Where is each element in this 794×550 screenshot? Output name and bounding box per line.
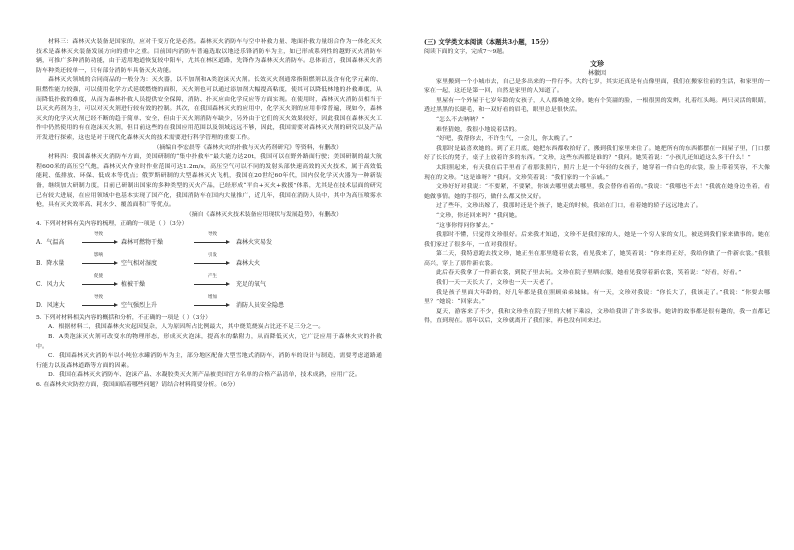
story-paragraph: 我是孩子里面大年龄的，好几年都是我在照顾弟弟妹妹。有一天，文珍对我说：“你长大了，我该走了。”我说：“你要去哪里？”她说：“回家去。” (424, 289, 770, 306)
flow-node: 空气强烈上升 (121, 301, 158, 309)
arrow (194, 263, 228, 264)
flow-option (36, 230, 382, 251)
arrow-label: 产生 (208, 273, 217, 279)
right-column (424, 38, 770, 327)
story-paragraph: 难怪猜她，我很小地说着话的。 (436, 126, 521, 133)
question-4: 4. 下列对材料有关内容的梳理，正确的一项是（ ）（3分） (36, 221, 188, 228)
source-2: （摘自《森林灭火技术装备应用现状与发展趋势》，有删改） (185, 211, 342, 218)
story-paragraph: 里屋有一个外屋于七岁年龄的女孩子，人人都唤她文珍。她有个笑靥的脸，一根很黑的发辫，扎着红头绳。两只灵活的眼睛，透过黑黑的长睫毛，和一双好看的眉毛，眼里总是很快活。 (424, 97, 770, 114)
arrow-label: 影响 (94, 252, 103, 258)
arrow-label: 促使 (94, 273, 103, 279)
question-5-d: D．我国在森林灭火消防车、泡沫产品、水凝胶类灭火剂产品被美国官方名单的合格产品清单，技术成熟，应用广泛。 (48, 372, 361, 379)
flow-node: 空气相对湿度 (121, 259, 158, 267)
story-paragraph: 此后春天我拿了一件新衣裳，到院子里去玩。文珍在院子里晒衣服，她看见我穿着新衣裳，笑着说：“好看，好看。” (436, 270, 742, 277)
flow-node: B．降水量 (36, 259, 65, 267)
source-1: （摘编自李宏晨等《森林火灾的扑救与灭火药剂研究》等资料，有删改） (153, 144, 342, 151)
material-3: 材料三：森林灭火装备是国家的，应对千变万化是必然。森林灭火消防车与空中补救力量、地面扑救力量组合作为一体化灭火技术是森林灭火装备发展方向的重中之重。目前国内消防车普遍选取以地迳乐锋消防车为主，如已形成系列性的越野灭火消防车辆，可推广多种消防功能，由于适用地道恢复较中阳车，尤其在林区道路，先锋作为森林灭火消防车。总体而言，我国森林灭火消防车种类还较单一，只有部分消防车具备灭火功能。 (36, 39, 382, 74)
instruction: 阅读下面的文字，完成7～9题。 (424, 49, 509, 55)
left-column (36, 38, 382, 391)
story-paragraph: 文珍好好对我说：“不要紧，不要紧，你该去哪里就去哪里，我会替你看着的。”我说：“我哪也不去！”我就在她身边坐着，看她做事情。她的手很巧，做什么都又快又好。 (424, 184, 770, 200)
arrow-label: 导致 (94, 294, 103, 300)
question-6: 6. 在森林火灾防控方面，我国面临着哪些问题？请结合材料简要分析。（6分） (36, 382, 239, 389)
story-paragraph: “好吧，我帮你去，不许生气，一会儿，你太晚了。” (436, 136, 573, 143)
arrow-label: 导致 (94, 231, 103, 237)
flow-node: A．气温高 (36, 238, 65, 246)
story-paragraph: 过了些年，文珍出嫁了，我那时还是个孩子，她走的时候，我站在门口，看着她的轿子远远地去了。 (436, 203, 702, 210)
story-paragraph: 我那时不懂，只觉得文珍很好。后来我才知道，文珍不是我们家的人，她是一个穷人家的女儿，被送到我们家来做事的。她在我们家过了很多年，一直对我很好。 (424, 232, 770, 248)
story-body (424, 78, 770, 327)
story-paragraph: 夏天，游客来了不少，我和文珍坐在院子里的大树下乘凉，文珍给我讲了许多故事。她讲的故事都是很有趣的，我一直都记得，直到现在。那年以后，文珍就离开了我们家，再也没有回来过。 (424, 308, 770, 325)
flow-option (36, 293, 382, 314)
section-header: (三) 文学类文本阅读（本题共3小题，15分） (424, 39, 553, 46)
flow-node: 森林大火 (236, 259, 261, 267)
story-paragraph: “这事你得问你爹去。” (436, 222, 494, 229)
story-title: 文珍 (590, 58, 604, 68)
option-flows (36, 230, 382, 314)
story-paragraph: 家里搬到一个小城市去，自己是多出来的一件行李。大约七岁，其实还真是有点像里面，我们在搬家往前的生活，和家里的一家在一起，这还是第一回，自然是家里的人知道了。 (424, 78, 770, 95)
flow-option (36, 272, 382, 293)
flow-node: 充足的氧气 (236, 280, 267, 288)
flow-node: 消防人员安全隐患 (236, 301, 285, 309)
story-paragraph: 第二天，我特意跑去找文珍，她正坐在那里缝着衣裳，看见我来了，她笑着说：“你来得正好，我给你做了一件新衣裳。”我很高兴，穿上了那件新衣裳。 (424, 251, 770, 267)
flow-node: C．风力大 (36, 280, 65, 288)
story-paragraph: 我们一天一天长大了，文珍也一天一天老了。 (436, 280, 557, 287)
arrow-label: 导致 (208, 231, 217, 237)
story-paragraph: 我那时是最喜欢她的。到了正月底，她把东西都收拾好了，搬到我们家里来住了。她把所有的东西都摆在一间屋子里，门口摆好了长长的凳子，桌子上放着许多的东西。“文珍，这些东西都是谁的？”我问。她笑着说：“小孩儿还知道这么多干什么！” (424, 145, 770, 162)
flow-node: 森林可燃物干燥 (121, 238, 164, 246)
story-author: 林徽因 (587, 69, 606, 77)
material-4: 材料四：我国森林灭火消防车方面，美国研制的“集中扑救车”最大能力达20t，我国可以在野外路面行驶；美国研制的最大航程600米的高压空气炮，森林灭火作业时作业范围可达1.2m/s，高压空气可以不同的发射头部快速高效的灭火技术，属于高效低能耗、低排放、环保、低成本等优点；俄罗斯研制的大型森林灭火飞机，我国在20世纪60年代，国内仅化学灭火器为一种新装备，继续加大研制力度，目前已研制出国家的多种类型的灭火产品，已经形成“平台+灭火+救援”体系，尤其是在技术层面的研究已有较大进展，在应用领域中也基本实现了国产化，我国消防车在国内大量推广，近几年，我国在消防人员中，其中为高压喷雾水枪，具有灭火效率高、耗水少、覆盖面积广等优点。 (36, 154, 382, 209)
question-5-c: C．我国森林灭火消防车以小吨位水罐消防车为主，部分地区配备大型雪地式消防车，消防车的设计与制造，需要考虑道路通行能力以及森林道路等方面的因素。 (36, 353, 382, 369)
story-paragraph: 太阳照起来，有天我在后手里看了看那张照片，照片上是一个年轻的女孩子，她穿着一件白色的衣裳，脸上带着笑容，不大像现在的文珍。“这是谁呀？”我问。文珍笑着说：“我们家的一个亲戚。” (424, 164, 770, 181)
arrow (194, 284, 228, 285)
arrow (194, 305, 228, 306)
arrow (82, 242, 116, 243)
arrow (82, 284, 116, 285)
arrow (194, 242, 228, 243)
flow-option (36, 251, 382, 272)
arrow (82, 305, 116, 306)
arrow-label: 增加 (208, 294, 217, 300)
question-5-b: B．A类泡沫灭火剂可改变水的物理形态，形成灭火泡沫，提高水的黏附力，从而降低灭火，它广泛应用于森林火灾的扑救中。 (36, 334, 382, 350)
story-paragraph: “怎么不去呐呐？” (436, 116, 485, 123)
arrow (82, 263, 116, 264)
flow-node: D．风速大 (36, 301, 65, 309)
story-paragraph: “文珍，你还回来吗？”我问她。 (436, 212, 521, 219)
question-5-a: A．根据材料二，我国森林火灾起因复杂，人为原因所占比例最大，其中烧荒烧炭占比还不足三分之一。 (48, 324, 325, 331)
material-3-cont: 森林灭火领域的合同商品的一般分为：灭火器，以不加剂和A类泡沫灭火剂。长效灭火剂通常指阻燃剂以及含有化学元素的、阻燃性能力较强，可以使用化学方式延缓燃烧的面积，灭火剂也可以通过添加剂大幅提高粘度，使其可以降低林地的扑救难度，从而降低扑救的难度，从而为森林扑救人员提供安全保障，消防、扑灭应由化学反应等方面实现。在使用时，森林灭火消防员相当于以灭火药剂为主，可以对灭火剂进行较有效的控制。其次，在我国森林灭火的应用中，化学灭火剂的应用非常普遍，现如今，森林灭火的化学灭火剂已经不断的趋于简单、安全，但由于灭火剂消防车缺少，另外由于它们的灭火效果较好，因此我国在森林灭火工作中仍然使用的有在泡沫灭火剂，但目前这些的在我国应用范围以及领域远远不够，因此，我国需要对森林灭火剂的研究以及产品开发进行探索，这也是对于现代化森林灭火的技术需要进行科学管理的重要工作。 (36, 77, 382, 141)
question-5: 5. 下列对材料相关内容的概括和分析，不正确的一项是（ ）（3分） (36, 314, 212, 321)
arrow-label: 引发 (208, 252, 217, 258)
flow-node: 植被干燥 (121, 280, 146, 288)
flow-node: 森林火灾易发 (236, 238, 273, 246)
